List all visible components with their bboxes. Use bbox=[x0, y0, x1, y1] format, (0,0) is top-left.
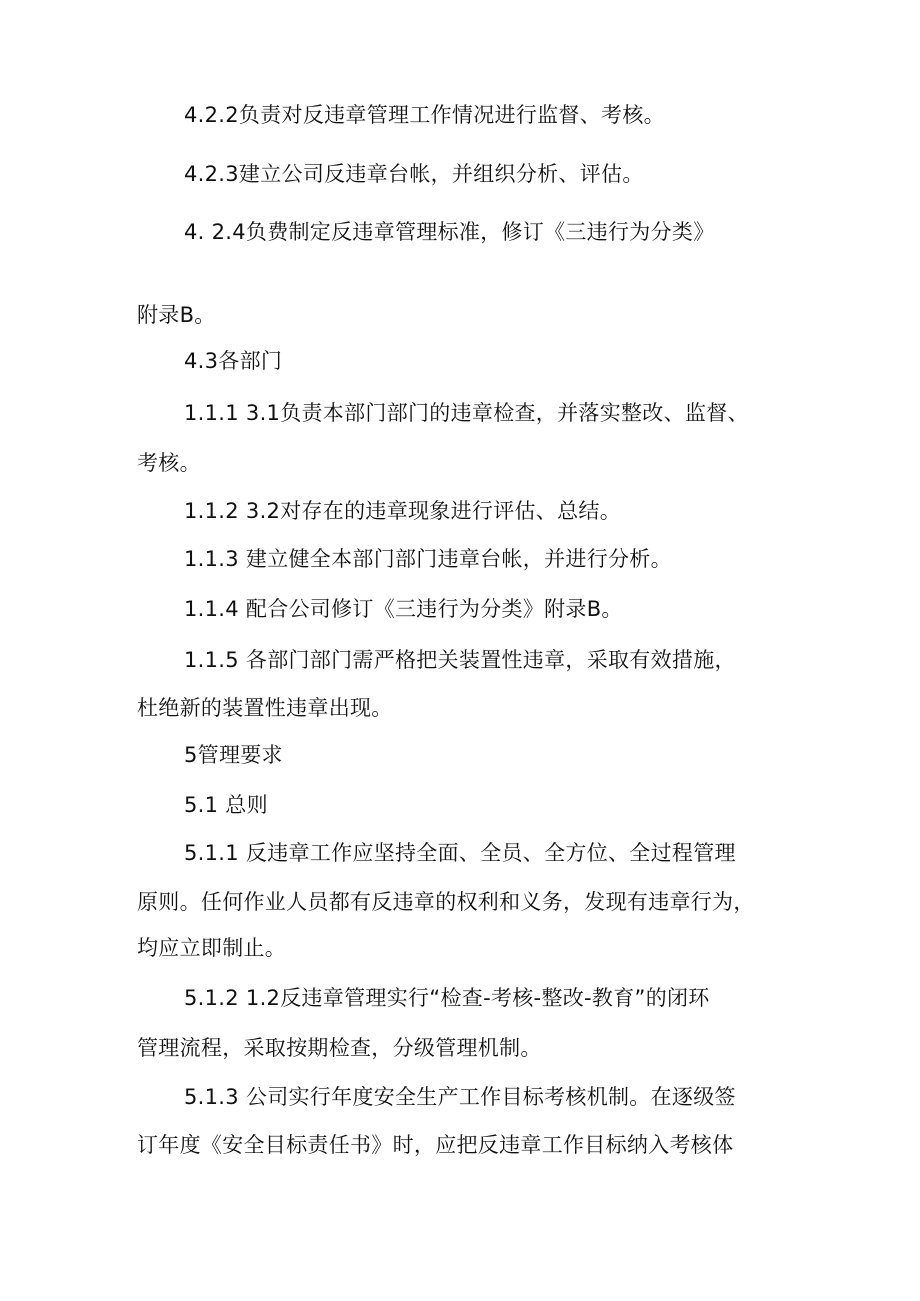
text-line-5-1-3: 5.1.3 公司实行年度安全生产工作目标考核机制。在逐级签 bbox=[184, 1085, 736, 1109]
text-line-5-1-1-cont-2: 均应立即制止。 bbox=[137, 936, 287, 960]
text-line-5-1-1: 5.1.1 反违章工作应坚持全面、全员、全方位、全过程管理 bbox=[184, 841, 736, 865]
text-line-1-1-1: 1.1.1 3.1负责本部门部门的违章检查，并落实整改、监督、 bbox=[184, 401, 749, 425]
text-line-4-2-3: 4.2.3建立公司反违章台帐，并组织分析、评估。 bbox=[184, 162, 644, 186]
text-line-5-1-heading: 5.1 总则 bbox=[184, 793, 268, 817]
text-line-5-1-2-cont: 管理流程，采取按期检查，分级管理机制。 bbox=[137, 1036, 542, 1060]
text-line-5-1-2: 5.1.2 1.2反违章管理实行“检查-考核-整改-教育”的闭环 bbox=[184, 986, 710, 1010]
text-line-1-1-4: 1.1.4 配合公司修订《三违行为分类》附录B。 bbox=[184, 597, 623, 621]
text-line-1-1-3: 1.1.3 建立健全本部门部门违章台帐，并进行分析。 bbox=[184, 547, 672, 571]
text-line-4-3-heading: 4.3各部门 bbox=[184, 349, 283, 373]
text-line-1-1-1-cont: 考核。 bbox=[137, 451, 201, 475]
text-line-4-2-2: 4.2.2负责对反违章管理工作情况进行监督、考核。 bbox=[184, 103, 665, 127]
text-line-5-heading: 5管理要求 bbox=[184, 743, 283, 767]
text-line-1-1-2: 1.1.2 3.2对存在的违章现象进行评估、总结。 bbox=[184, 499, 622, 523]
text-line-1-1-5-cont: 杜绝新的装置性违章出现。 bbox=[137, 696, 393, 720]
text-line-1-1-5: 1.1.5 各部门部门需严格把关装置性违章，采取有效措施， bbox=[184, 648, 736, 672]
text-line-5-1-1-cont-1: 原则。任何作业人员都有反违章的权利和义务，发现有违章行为， bbox=[137, 890, 755, 914]
text-line-5-1-3-cont: 订年度《安全目标责任书》时，应把反违章工作目标纳入考核体 bbox=[137, 1133, 734, 1157]
text-line-appendix-b: 附录B。 bbox=[137, 303, 216, 327]
text-line-4-2-4: 4. 2.4负费制定反违章管理标准，修订《三违行为分类》 bbox=[184, 220, 715, 244]
